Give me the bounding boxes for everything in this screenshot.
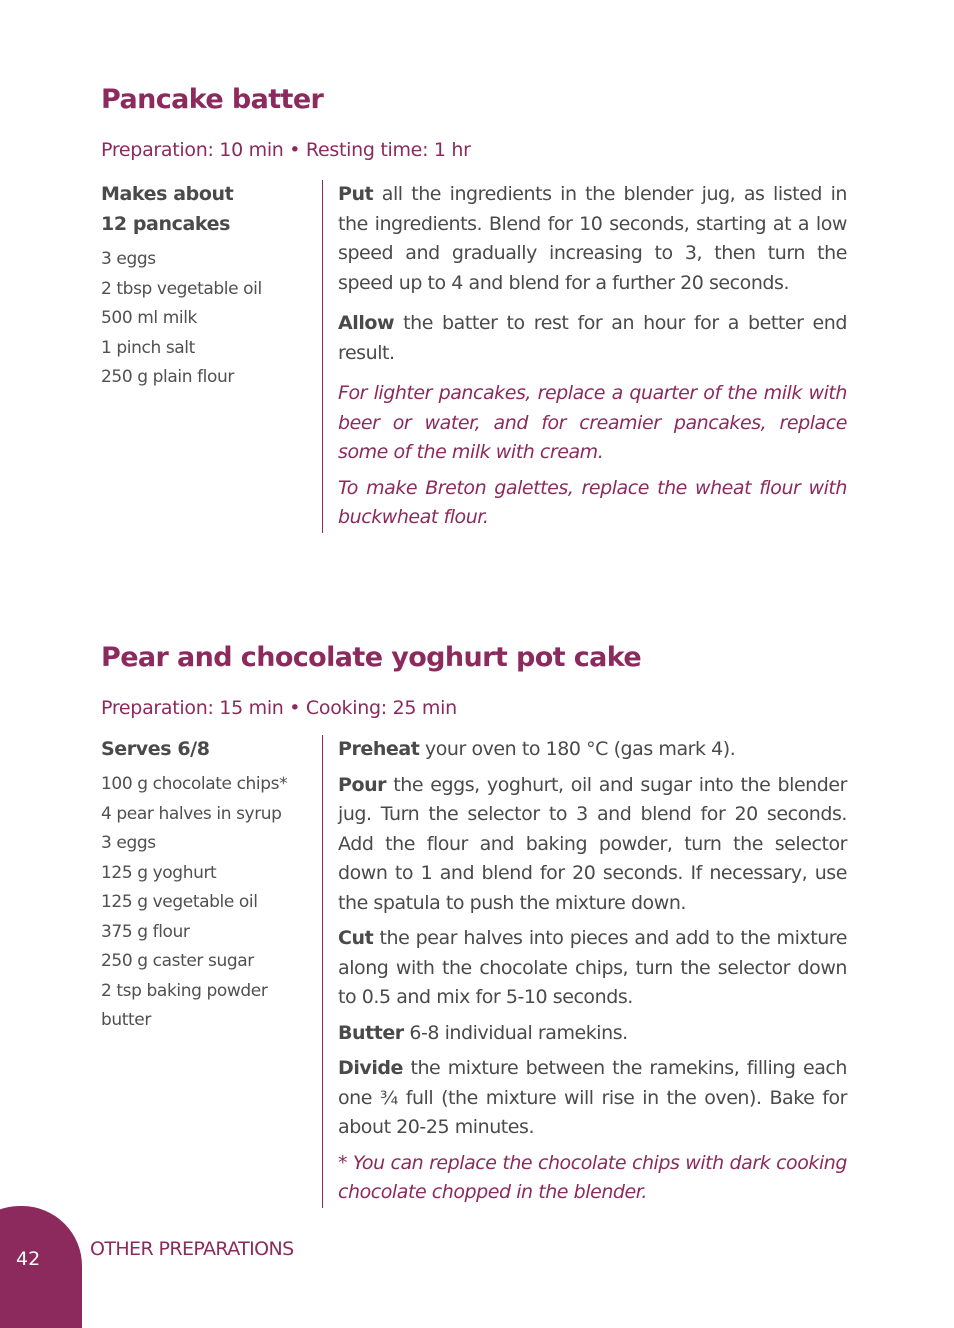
ingredient-item: 2 tbsp vegetable oil — [101, 278, 262, 299]
ingredient-item: 250 g plain flour — [101, 367, 234, 387]
ingredient-item: 250 g caster sugar — [101, 951, 254, 971]
section-label: OTHER PREPARATIONS — [90, 1238, 294, 1260]
recipe-title: Pear and chocolate yoghurt pot cake — [101, 642, 642, 673]
step-verb: Cut — [338, 927, 374, 949]
step-text: 6-8 individual ramekins. — [403, 1021, 628, 1044]
yield-line: Makes about — [101, 183, 234, 205]
step-text: all the ingredients in the blender jug, as listed in the ingredients. Blend for 10 seconds, starting at a low speed and gradually increasing to 3, then turn the speed up to 4 and blend for a further 20 seconds. — [338, 183, 847, 294]
page-number: 42 — [16, 1248, 41, 1270]
step-text: your oven to 180 °C (gas mark 4). — [419, 738, 736, 760]
ingredient-list — [101, 245, 311, 393]
step-verb: Butter — [338, 1021, 404, 1044]
recipe-title: Pancake batter — [101, 84, 324, 115]
method-step — [338, 309, 847, 368]
ingredient-item: 4 pear halves in syrup — [101, 803, 282, 824]
method-column — [322, 180, 847, 533]
step-verb: Put — [338, 183, 374, 205]
ingredient-item: 2 tsp baking powder — [101, 980, 268, 1001]
method-step — [338, 1019, 847, 1049]
step-text: the eggs, yoghurt, oil and sugar into the blender jug. Turn the selector to 3 and blend for 20 seconds. Add the flour and baking powder, turn the selector down to 1 and blend for 20 seconds. If necessary, use the spatula to push the mixture down. — [338, 773, 847, 914]
method-step — [338, 924, 847, 1013]
ingredient-item: 125 g yoghurt — [101, 862, 217, 883]
method-column — [322, 735, 847, 1208]
ingredient-item: butter — [101, 1010, 151, 1030]
ingredient-item: 375 g flour — [101, 921, 190, 942]
step-text: the pear halves into pieces and add to the mixture along with the chocolate chips, turn the selector down to 0.5 and mix for 5-10 seconds. — [338, 927, 847, 1008]
ingredient-column — [101, 179, 311, 393]
tip-text: To make Breton galettes, replace the wheat flour with buckwheat flour. — [338, 476, 847, 528]
step-verb: Divide — [338, 1057, 403, 1079]
step-text: the batter to rest for an hour for a better end result. — [338, 312, 847, 364]
step-verb: Allow — [338, 312, 395, 334]
page-tab — [0, 1206, 82, 1328]
step-text: the mixture between the ramekins, filling each one ¾ full (the mixture will rise in the oven). Bake for about 20-25 minutes. — [338, 1057, 847, 1138]
ingredient-list — [101, 770, 311, 1036]
ingredient-item: 1 pinch salt — [101, 337, 195, 358]
ingredient-column — [101, 734, 311, 1036]
yield-line: Serves 6/8 — [101, 738, 210, 760]
recipe-meta: Preparation: 10 min • Resting time: 1 hr — [101, 139, 471, 161]
method-step — [338, 735, 847, 765]
ingredient-item: 3 eggs — [101, 833, 156, 853]
tip-text: For lighter pancakes, replace a quarter of the milk with beer or water, and for creamier pancakes, replace some of the milk with cream. — [338, 382, 847, 463]
method-step — [338, 771, 847, 919]
step-verb: Preheat — [338, 738, 420, 760]
ingredient-item: 125 g vegetable oil — [101, 892, 258, 912]
method-step — [338, 180, 847, 298]
method-step — [338, 1054, 847, 1143]
step-verb: Pour — [338, 773, 387, 796]
tip-text: * You can replace the chocolate chips with dark cooking chocolate chopped in the blender. — [338, 1151, 847, 1203]
recipe-meta: Preparation: 15 min • Cooking: 25 min — [101, 697, 457, 719]
ingredient-item: 100 g chocolate chips* — [101, 774, 288, 794]
yield-line: 12 pancakes — [101, 213, 231, 235]
ingredient-item: 500 ml milk — [101, 308, 197, 328]
ingredient-item: 3 eggs — [101, 249, 156, 269]
